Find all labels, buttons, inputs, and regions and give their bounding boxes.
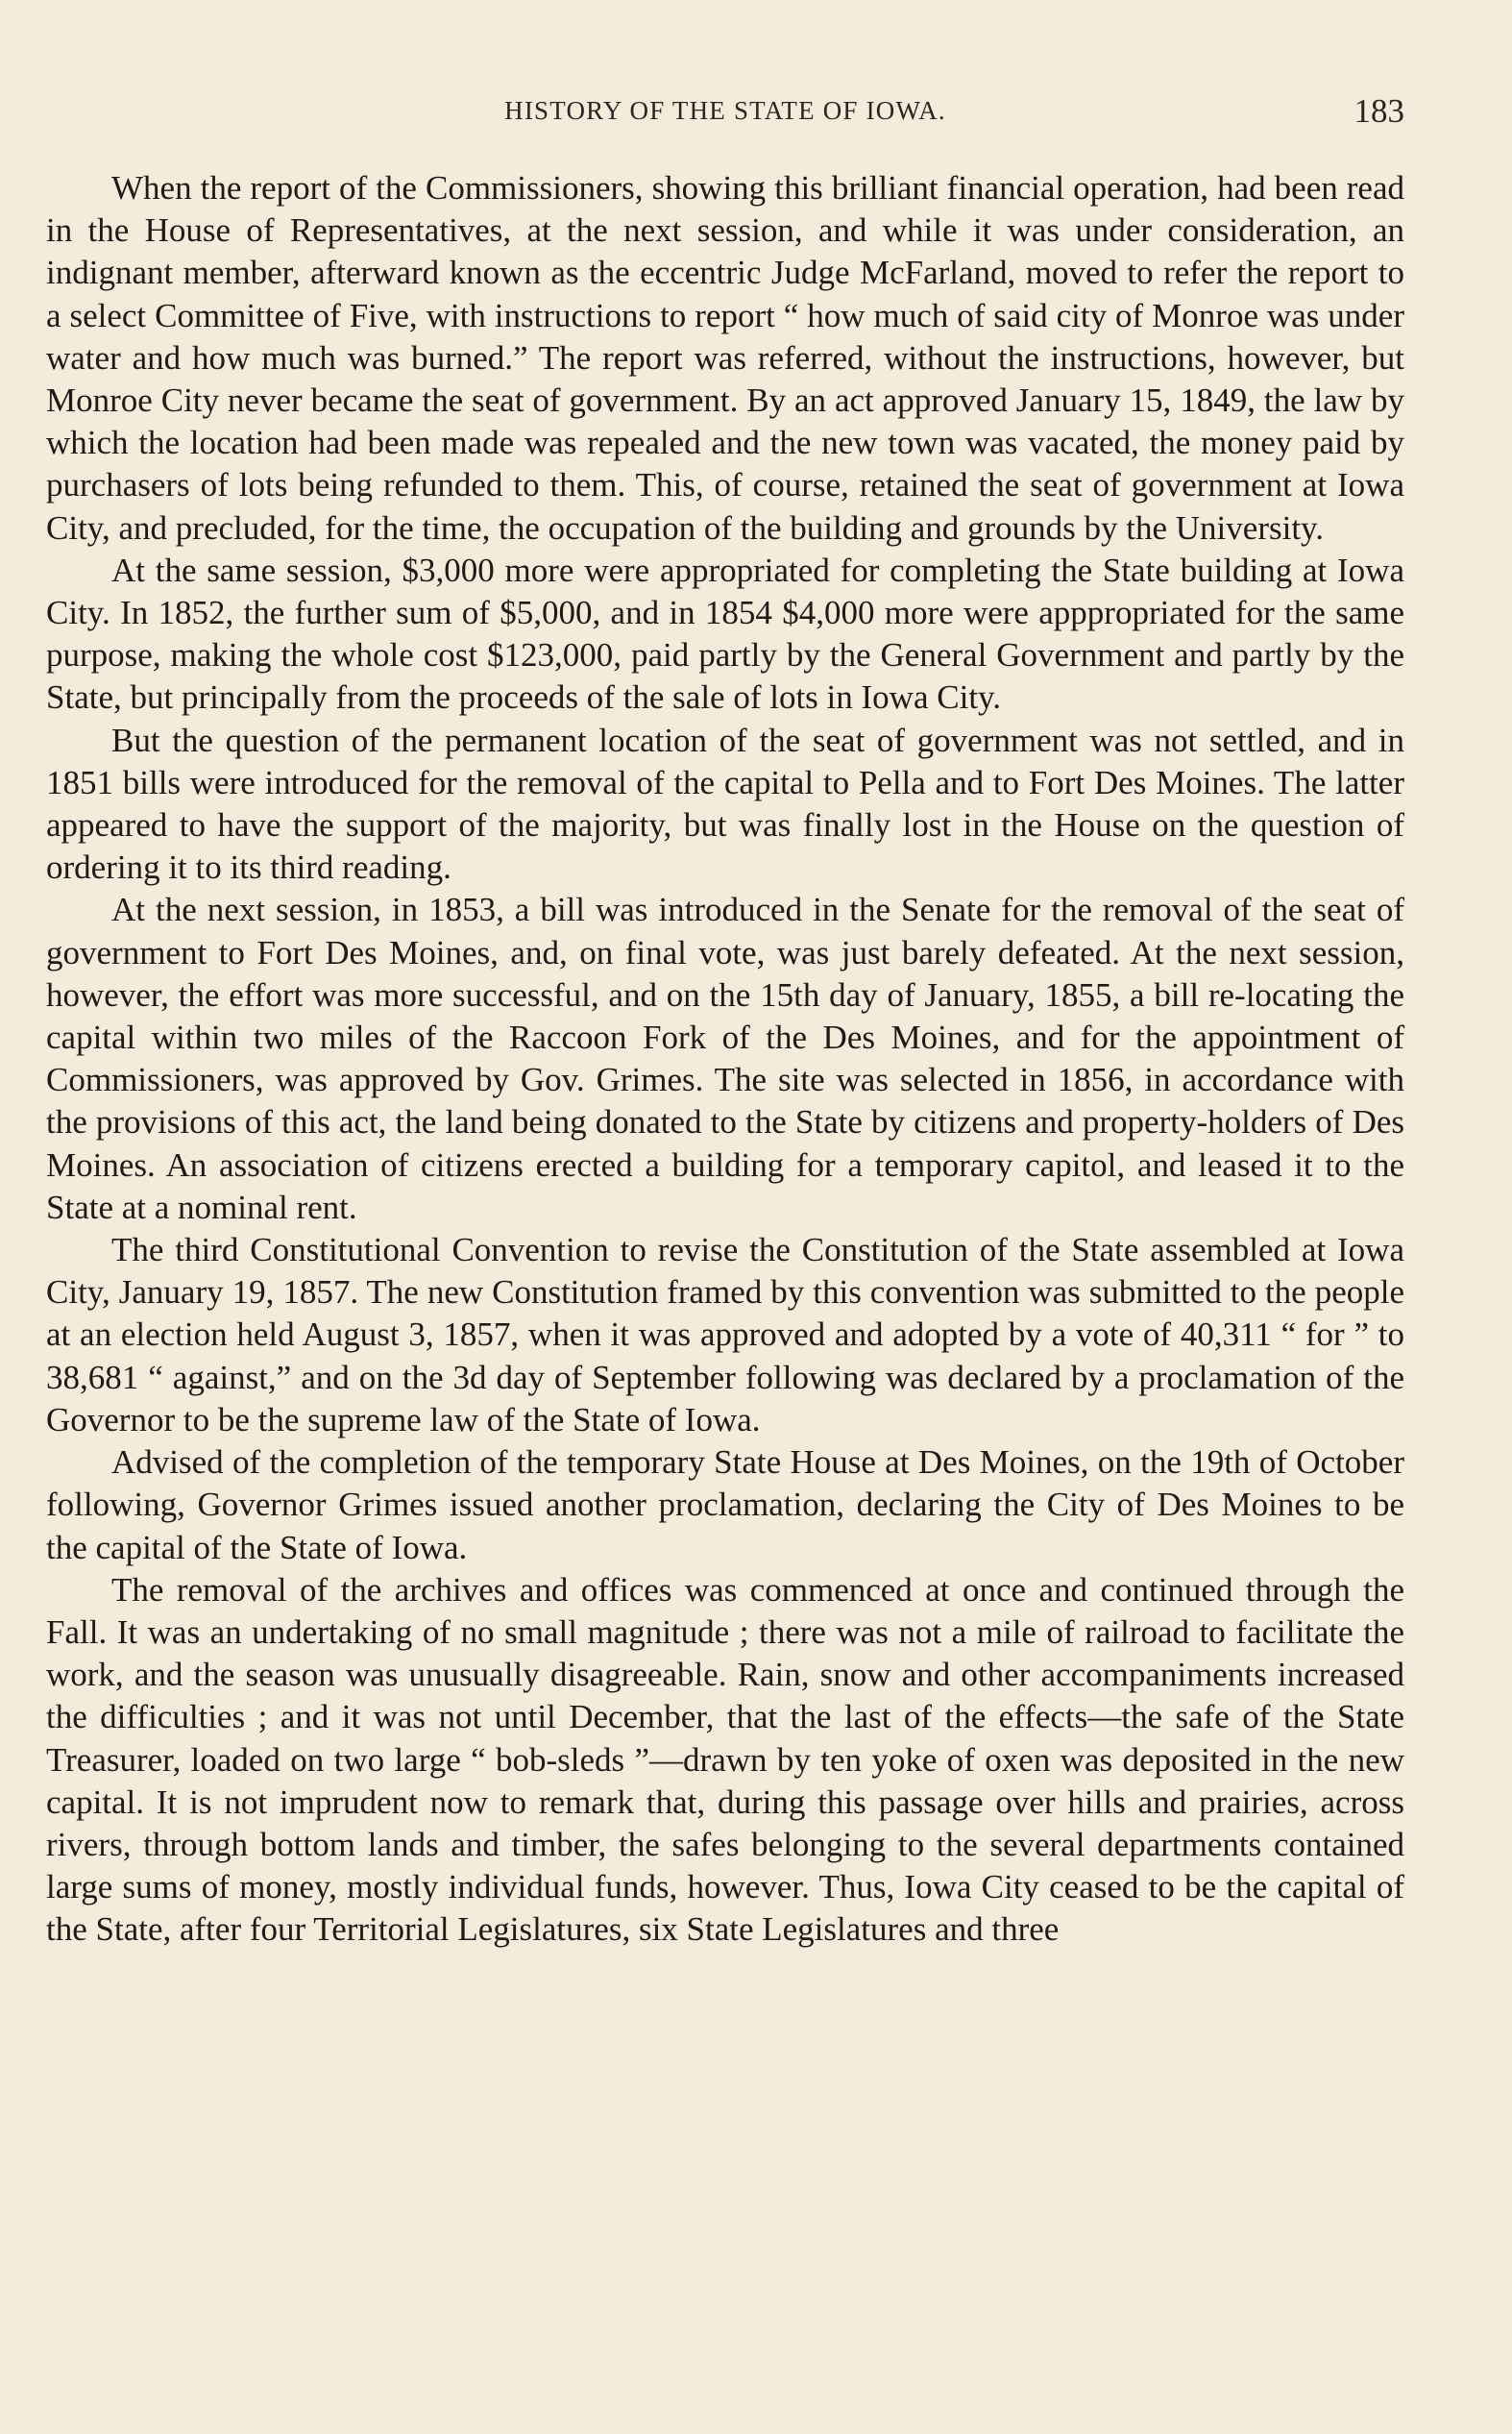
paragraph: At the next session, in 1853, a bill was introduced in the Senate for the removal of the seat of government to Fort Des Moines, and, on final vote, was just barely defeated. At the next session, however, the effort was more successful, and on the 15th day of January, 1855, a bill re-locating the capital within two miles of the Raccoon Fork of the Des Moines, and for the appointment of Commissioners, was approved by Gov. Grimes. The site was selected in 1856, in accordance with the provisions of this act, the land being donated to the State by citizens and property-holders of Des Moines. An association of citizens erected a building for a temporary capitol, and leased it to the State at a nominal rent. [46,891,1404,1226]
paragraph: Advised of the completion of the temporary State House at Des Moines, on the 19th of October following, Governor Grimes issued another proclamation, declaring the City of Des Moines to be the capital of the State of Iowa. [46,1443,1404,1566]
paragraph: The third Constitutional Convention to revise the Constitution of the State assembled at Iowa City, January 19, 1857. The new Constitution framed by this convention was submitted to the people at an election held August 3, 1857, when it was approved and adopted by a vote of 40,311 “ for ” to 38,681 “ against,” and on the 3d day of September following was declared by a proclamation of the Governor to be the supreme law of the State of Iowa. [46,1231,1404,1438]
paragraph: At the same session, $3,000 more were appropriated for completing the State building at Iowa City. In 1852, the further sum of $5,000, and in 1854 $4,000 more were apppropriated for the same purpose, making the whole cost $123,000, paid partly by the General Government and partly by the State, but principally from the proceeds of the sale of lots in Iowa City. [46,551,1404,717]
body-text [46,167,1404,1952]
paragraph: When the report of the Commissioners, showing this brilliant financial operation, had been read in the House of Representatives, at the next session, and while it was under consideration, an indignant member, afterward known as the eccentric Judge McFarland, moved to refer the report to a select Committee of Five, with instructions to report “ how much of said city of Monroe was under water and how much was burned.” The report was referred, without the instructions, however, but Monroe City never became the seat of government. By an act approved January 15, 1849, the law by which the location had been made was repealed and the new town was vacated, the money paid by purchasers of lots being refunded to them. This, of course, retained the seat of government at Iowa City, and precluded, for the time, the occupation of the building and grounds by the University. [46,169,1404,547]
running-head-title: HISTORY OF THE STATE OF IOWA. [504,96,946,125]
paragraph: But the question of the permanent location of the seat of government was not settled, and in 1851 bills were introduced for the removal of the capital to Pella and to Fort Des Moines. The latter appeared to have the support of the majority, but was finally lost in the House on the question of ordering it to its third reading. [46,721,1404,887]
paragraph: The removal of the archives and offices was commenced at once and continued through the Fall. It was an undertaking of no small magnitude ; there was not a mile of railroad to facilitate the work, and the season was unusually disagreeable. Rain, snow and other accompaniments increased the difficulties ; and it was not until December, that the last of the effects—the safe of the State Treasurer, loaded on two large “ bob-sleds ”—drawn by ten yoke of oxen was deposited in the new capital. It is not imprudent now to remark that, during this passage over hills and prairies, across rivers, through bottom lands and timber, the safes belonging to the several departments contained large sums of money, mostly individual funds, however. Thus, Iowa City ceased to be the capital of the State, after four Territorial Legislatures, six State Legislatures and three [46,1570,1404,1949]
running-head [46,92,1404,131]
page-number: 183 [1353,92,1404,130]
